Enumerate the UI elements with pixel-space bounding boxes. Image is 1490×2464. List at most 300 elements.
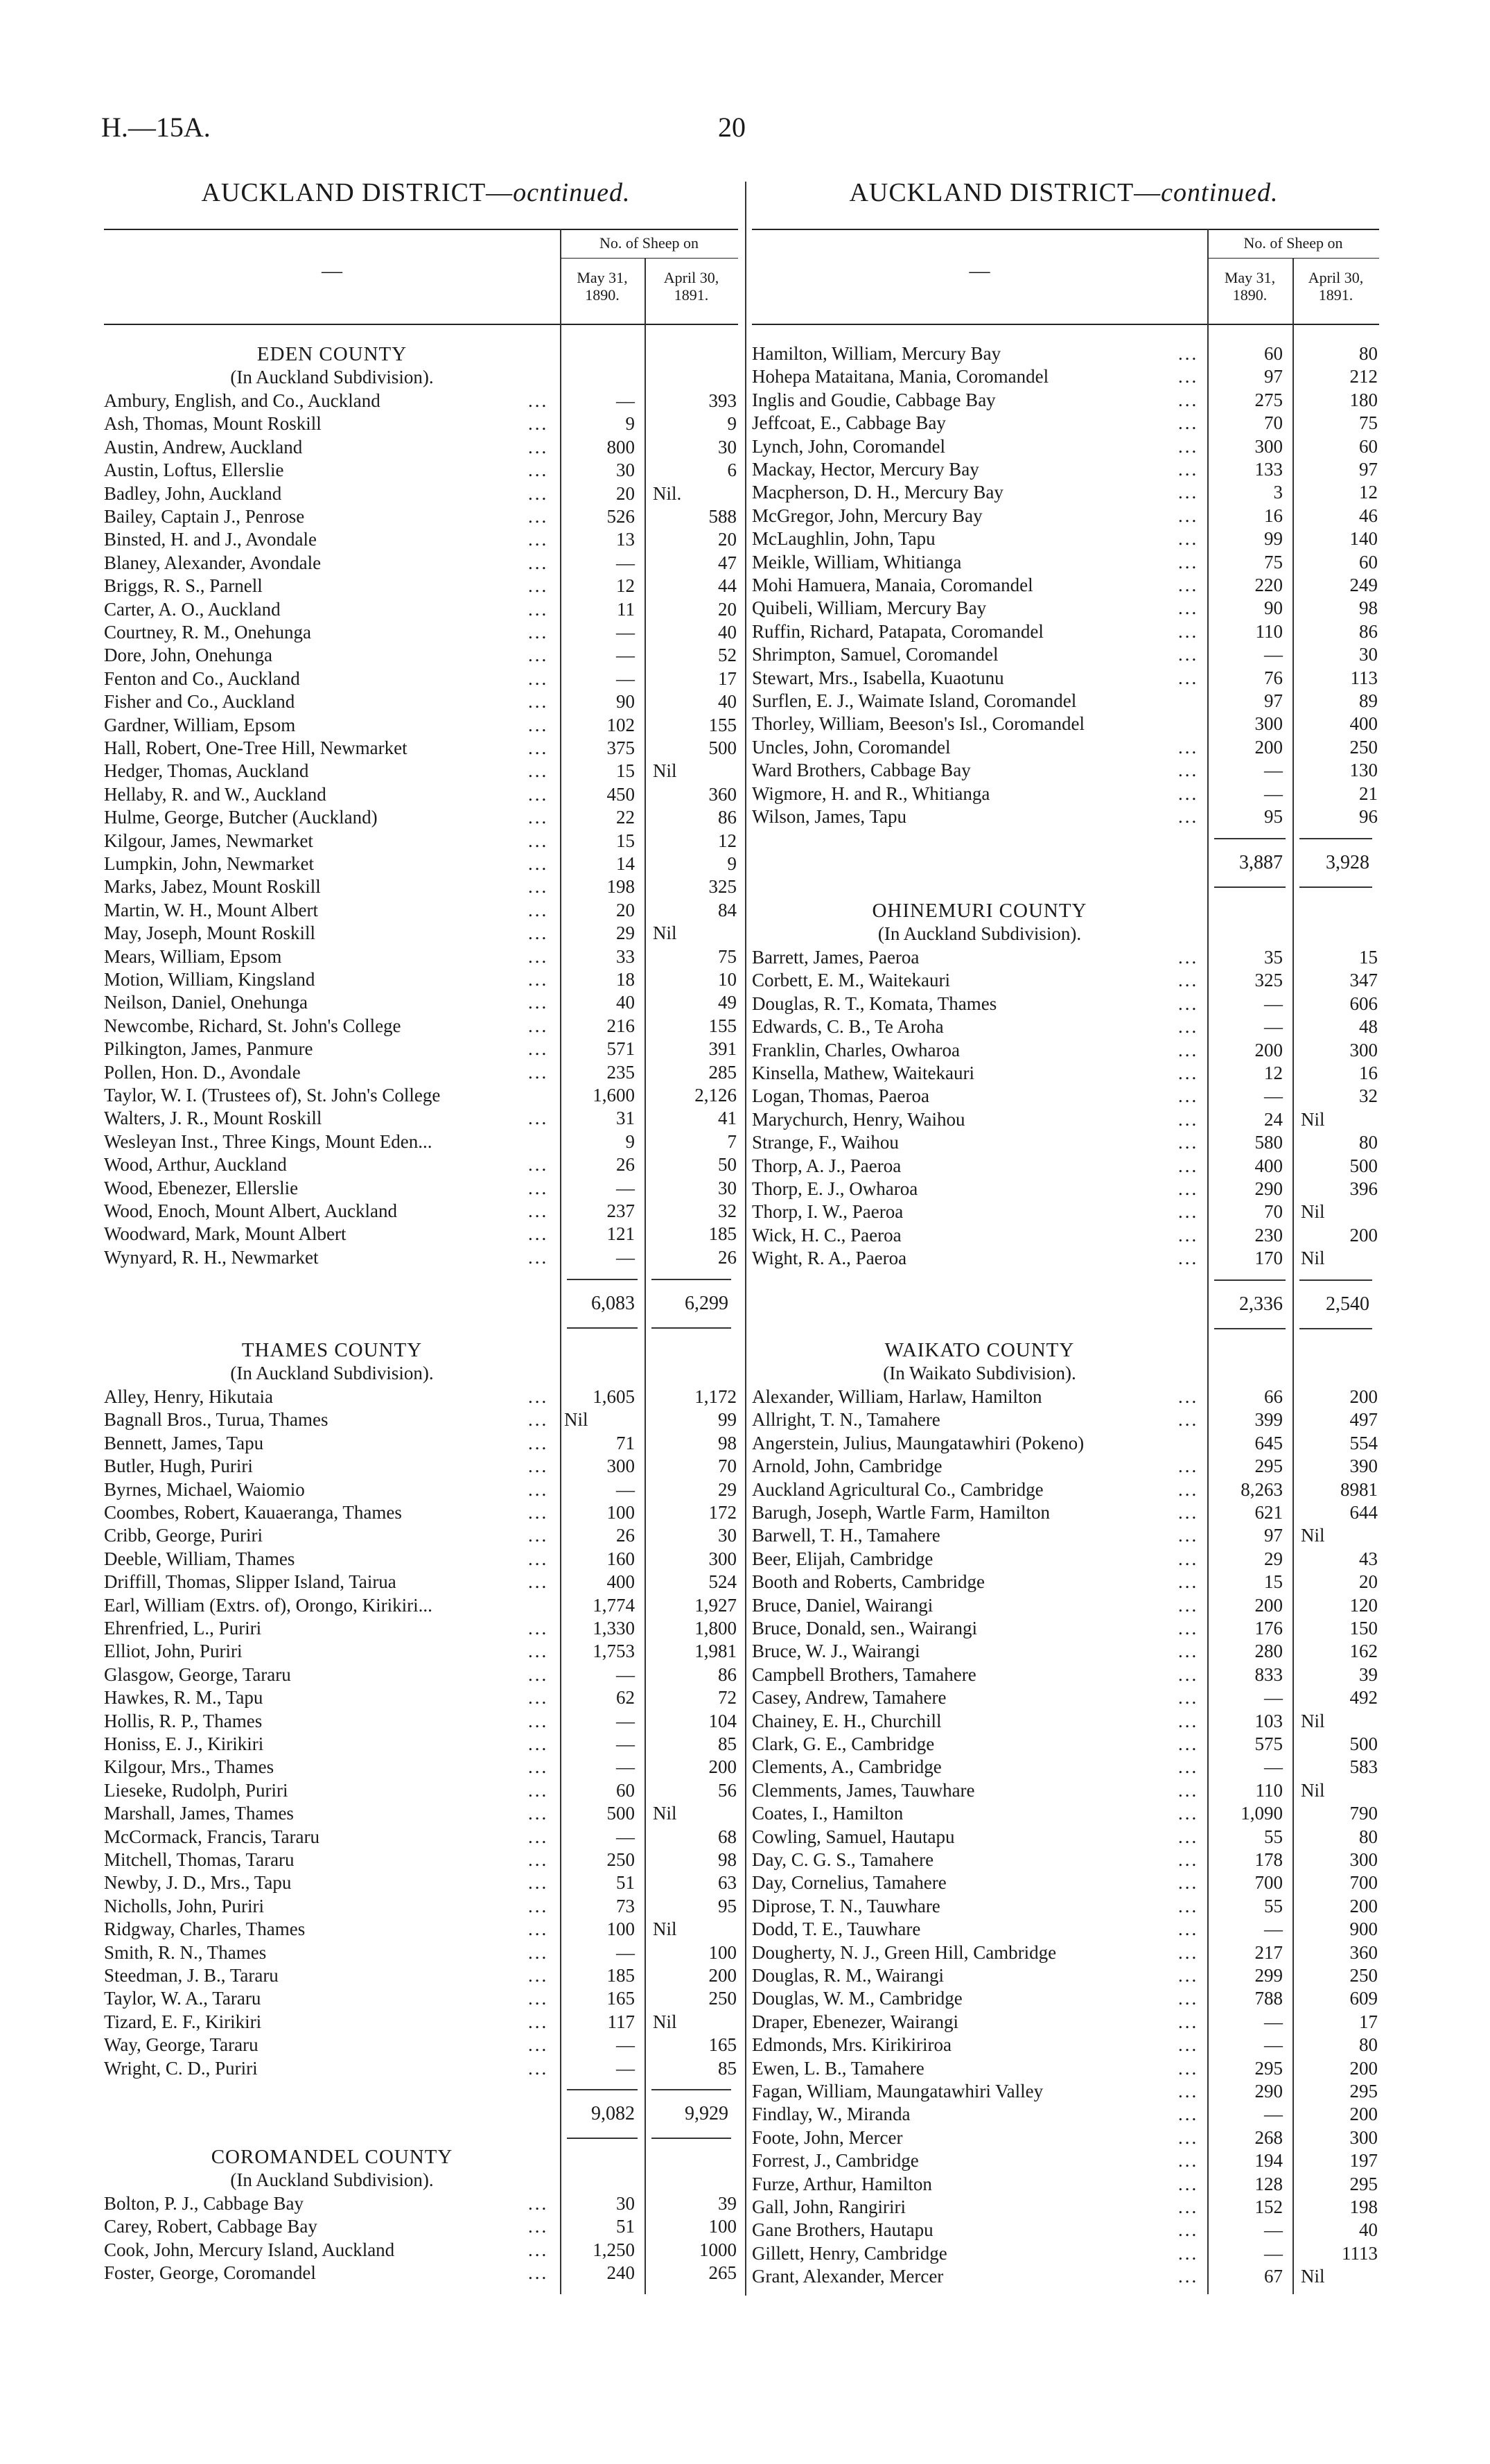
- sheep-may-1890: —: [1264, 2219, 1283, 2241]
- sheep-may-1890: —: [1264, 1756, 1283, 1778]
- dot-leader: [1178, 2126, 1198, 2149]
- holder-name: Gane Brothers, Hautapu: [752, 2219, 934, 2241]
- dot-leader: [1178, 2173, 1198, 2196]
- sheep-may-1890: 152: [1254, 2196, 1283, 2217]
- sheep-may-1890: 185: [606, 1965, 635, 1986]
- sheep-april-1891: 48: [1359, 1016, 1378, 1038]
- sheep-april-1891: Nil: [1301, 2266, 1325, 2287]
- sheep-april-1891: 44: [718, 575, 737, 597]
- table-row: [752, 1987, 1379, 2010]
- sheep-may-1890: 800: [606, 436, 635, 457]
- sheep-april-1891: 99: [718, 1409, 737, 1431]
- sheep-may-1890: 399: [1254, 1409, 1283, 1431]
- sheep-may-1890: 500: [606, 1803, 635, 1824]
- dot-leader: [1178, 1941, 1198, 1964]
- sheep-may-1890: 400: [1254, 1155, 1283, 1176]
- sheep-may-1890: —: [1264, 1687, 1283, 1709]
- holder-name: Douglas, R. M., Wairangi: [752, 1965, 945, 1986]
- sheep-april-1891: 98: [1359, 597, 1378, 619]
- sheep-may-1890: —: [1264, 2242, 1283, 2264]
- sheep-may-1890: 20: [616, 899, 635, 920]
- total-rule-above: [567, 2089, 638, 2090]
- sheep-may-1890: —: [616, 1710, 635, 1731]
- table-row: [752, 783, 1379, 805]
- dot-leader: [1178, 1524, 1198, 1547]
- sheep-april-1891: 360: [708, 783, 737, 805]
- sheep-may-1890: 170: [1254, 1248, 1283, 1269]
- dot-leader: [528, 875, 548, 898]
- sheep-april-1891: Nil: [1301, 1525, 1325, 1546]
- table-row: [752, 365, 1379, 388]
- holder-name: Foote, John, Mercer: [752, 2126, 903, 2148]
- table-row: [104, 1871, 738, 1894]
- holder-name: Ewen, L. B., Tamahere: [752, 2057, 924, 2079]
- total-rule-below: [1214, 886, 1286, 888]
- sheep-may-1890: 250: [606, 1849, 635, 1870]
- sheep-count-group-header: No. of Sheep on: [599, 234, 699, 252]
- sheep-april-1891: 72: [718, 1687, 737, 1709]
- april-1891-column-header: [1292, 269, 1379, 304]
- dot-leader: [528, 1849, 548, 1871]
- dot-leader: [1178, 1178, 1198, 1200]
- sheep-may-1890: 99: [1264, 528, 1283, 550]
- holder-name: Coates, I., Hamilton: [752, 1803, 904, 1824]
- table-row: [104, 2262, 738, 2284]
- holder-name: Gardner, William, Epsom: [104, 714, 296, 735]
- holder-name: McCormack, Francis, Tararu: [104, 1826, 320, 1847]
- table-row: [752, 1802, 1379, 1825]
- holder-name: Wick, H. C., Paeroa: [752, 1224, 902, 1246]
- holder-name: Marks, Jabez, Mount Roskill: [104, 876, 321, 898]
- dot-leader: [528, 830, 548, 853]
- sheep-april-1891: 32: [718, 1200, 737, 1221]
- dot-leader: [528, 390, 548, 412]
- dot-leader: [1178, 2034, 1198, 2056]
- holder-name: McGregor, John, Mercury Bay: [752, 505, 983, 526]
- sheep-may-1890: 1,774: [593, 1594, 635, 1616]
- sheep-may-1890: 110: [1255, 620, 1283, 642]
- table-row: [752, 1247, 1379, 1270]
- sheep-april-1891: 80: [1359, 1132, 1378, 1153]
- holder-name: Taylor, W. I. (Trustees of), St. John's College: [104, 1085, 441, 1106]
- sheep-april-1891: 391: [708, 1038, 737, 1060]
- dot-leader: [528, 2192, 548, 2215]
- table-row: [752, 1386, 1379, 1408]
- sheep-april-1891: 9: [727, 853, 737, 874]
- holder-name: Cowling, Samuel, Hautapu: [752, 1826, 955, 1847]
- sheep-april-1891: 10: [718, 969, 737, 990]
- sheep-may-1890: 178: [1254, 1849, 1283, 1870]
- dot-leader: [1178, 551, 1198, 574]
- sheep-april-1891: Nil: [1301, 1201, 1325, 1223]
- sheep-april-1891: 6: [727, 460, 737, 481]
- dot-leader: [1178, 643, 1198, 666]
- table-row: [752, 1617, 1379, 1640]
- sheep-april-1891: 39: [1359, 1663, 1378, 1685]
- sheep-may-1890: 220: [1254, 575, 1283, 595]
- holder-name: Wood, Ebenezer, Ellerslie: [104, 1177, 299, 1198]
- holder-name: Bruce, Daniel, Wairangi: [752, 1594, 934, 1616]
- table-row: [752, 597, 1379, 620]
- dot-leader: [1178, 1686, 1198, 1709]
- table-row: [752, 1964, 1379, 1987]
- dot-leader: [1178, 783, 1198, 805]
- table-row: [752, 412, 1379, 435]
- district-title-text: AUCKLAND DISTRICT—: [849, 178, 1162, 207]
- dot-leader: [528, 552, 548, 575]
- dot-leader: [528, 2057, 548, 2080]
- sheep-may-1890: 30: [616, 460, 635, 481]
- sheep-april-1891: 249: [1349, 575, 1378, 595]
- sheep-may-1890: 62: [616, 1687, 635, 1709]
- table-row: [752, 1895, 1379, 1918]
- holder-name: Lumpkin, John, Newmarket: [104, 853, 314, 874]
- sheep-may-1890: 15: [616, 830, 635, 851]
- holder-name: Wilson, James, Tapu: [752, 806, 907, 827]
- table-row: [104, 621, 738, 644]
- sheep-may-1890: 295: [1254, 1456, 1283, 1477]
- table-row: [752, 1200, 1379, 1223]
- table-row: [104, 1941, 738, 1964]
- sheep-april-1891: 43: [1359, 1548, 1378, 1569]
- sheep-april-1891: Nil: [653, 923, 677, 944]
- total-may-1890: 9,082: [591, 2103, 635, 2125]
- holder-name: Lieseke, Rudolph, Puriri: [104, 1779, 288, 1801]
- sheep-april-1891: Nil: [1301, 1248, 1325, 1269]
- total-rule-below: [1299, 1328, 1372, 1329]
- holder-name: Alley, Henry, Hikutaia: [104, 1386, 273, 1407]
- dot-leader: [528, 1015, 548, 1038]
- table-row: [104, 598, 738, 621]
- dot-leader: [1178, 805, 1198, 828]
- total-rule-below: [1299, 886, 1372, 888]
- dot-leader: [528, 1941, 548, 1964]
- sheep-april-1891: 155: [708, 1015, 737, 1036]
- sheep-may-1890: —: [616, 552, 635, 573]
- dot-leader: [528, 1038, 548, 1060]
- sheep-april-1891: 588: [708, 506, 737, 527]
- sheep-may-1890: 16: [1264, 505, 1283, 526]
- holder-name: Quibeli, William, Mercury Bay: [752, 597, 987, 619]
- table-row: [104, 1455, 738, 1478]
- sheep-april-1891: 200: [1349, 1224, 1378, 1246]
- holder-name: Ridgway, Charles, Thames: [104, 1919, 306, 1940]
- sheep-april-1891: 100: [708, 2216, 737, 2237]
- sheep-april-1891: 325: [708, 876, 737, 898]
- table-row: [752, 1108, 1379, 1131]
- sheep-april-1891: 393: [708, 390, 737, 411]
- sheep-may-1890: 1,605: [593, 1386, 635, 1407]
- sheep-april-1891: 185: [708, 1223, 737, 1245]
- sheep-may-1890: —: [616, 1826, 635, 1847]
- sheep-may-1890: —: [1264, 2034, 1283, 2056]
- holder-name: Deeble, William, Thames: [104, 1548, 295, 1569]
- sheep-may-1890: 217: [1254, 1941, 1283, 1963]
- sheep-april-1891: 86: [718, 807, 737, 828]
- dot-leader: [528, 1455, 548, 1478]
- total-rule-above: [651, 2089, 731, 2090]
- table-row: [104, 1918, 738, 1941]
- dot-leader: [528, 1686, 548, 1709]
- table-row: [104, 436, 738, 459]
- holder-name: Motion, William, Kingsland: [104, 969, 315, 990]
- sheep-april-1891: 583: [1349, 1756, 1378, 1778]
- holder-name: Corbett, E. M., Waitekauri: [752, 970, 951, 991]
- dot-leader: [528, 714, 548, 737]
- column-header-year: 1891.: [1318, 286, 1353, 304]
- sheep-april-1891: 7: [727, 1130, 737, 1152]
- sheep-may-1890: 15: [1264, 1571, 1283, 1593]
- dot-leader: [1178, 1062, 1198, 1085]
- table-row: [104, 390, 738, 412]
- dot-leader: [1178, 1085, 1198, 1108]
- holder-name: Courtney, R. M., Onehunga: [104, 622, 311, 643]
- dot-leader: [1178, 1200, 1198, 1223]
- total-april-1891: 3,928: [1326, 851, 1369, 873]
- holder-name: Marychurch, Henry, Waihou: [752, 1108, 965, 1130]
- sheep-april-1891: 89: [1359, 690, 1378, 711]
- sheep-april-1891: 285: [708, 1061, 737, 1083]
- dot-leader: [1178, 969, 1198, 992]
- sheep-april-1891: 12: [1359, 482, 1378, 503]
- sheep-april-1891: 85: [718, 2057, 737, 2079]
- sheep-april-1891: Nil: [653, 1803, 677, 1824]
- table-row: [104, 1594, 738, 1617]
- table-row: [752, 1524, 1379, 1547]
- holder-name: Neilson, Daniel, Onehunga: [104, 992, 308, 1013]
- table-row: [104, 1548, 738, 1571]
- table-row: [104, 1177, 738, 1200]
- sheep-april-1891: 100: [708, 1941, 737, 1963]
- total-april-1891: 9,929: [685, 2103, 728, 2125]
- sheep-april-1891: 98: [718, 1432, 737, 1453]
- table-row: [104, 1038, 738, 1060]
- table-row: [752, 458, 1379, 481]
- dot-leader: [528, 1061, 548, 1084]
- total-rule-below: [1214, 1328, 1286, 1329]
- sheep-april-1891: 40: [718, 691, 737, 713]
- holder-name: Bailey, Captain J., Penrose: [104, 506, 305, 527]
- table-row: [752, 2219, 1379, 2242]
- sheep-may-1890: 571: [606, 1038, 635, 1060]
- dot-leader: [1178, 1408, 1198, 1431]
- dot-leader: [528, 922, 548, 945]
- dot-leader: [1178, 1756, 1198, 1779]
- dot-leader: [528, 1710, 548, 1733]
- column-header-year: 1890.: [585, 286, 620, 304]
- table-row: [104, 1686, 738, 1709]
- table-row: [104, 482, 738, 505]
- district-title-continued: ocntinued.: [513, 178, 631, 207]
- sheep-april-1891: 29: [718, 1478, 737, 1500]
- sheep-april-1891: 85: [718, 1733, 737, 1754]
- sheep-april-1891: 56: [718, 1779, 737, 1801]
- holder-name: Forrest, J., Cambridge: [752, 2150, 919, 2172]
- sheep-may-1890: 235: [606, 1061, 635, 1083]
- dot-leader: [1178, 946, 1198, 969]
- holder-name: Wight, R. A., Paeroa: [752, 1248, 907, 1269]
- sheep-april-1891: 95: [718, 1895, 737, 1916]
- holder-name: Cribb, George, Puriri: [104, 1525, 263, 1546]
- sheep-april-1891: 60: [1359, 551, 1378, 573]
- dot-leader: [1178, 1015, 1198, 1038]
- dot-leader: [1178, 1571, 1198, 1593]
- holder-name: Bruce, Donald, sen., Wairangi: [752, 1618, 977, 1639]
- dot-leader: [528, 899, 548, 922]
- sheep-april-1891: 500: [708, 737, 737, 758]
- dot-leader: [1178, 1849, 1198, 1871]
- dot-leader: [528, 1524, 548, 1547]
- sheep-april-1891: 200: [1349, 2057, 1378, 2079]
- holder-name: Wood, Arthur, Auckland: [104, 1154, 287, 1176]
- holder-name: Day, Cornelius, Tamahere: [752, 1872, 947, 1894]
- table-row: [104, 1733, 738, 1756]
- sheep-may-1890: 200: [1254, 736, 1283, 758]
- table-row: [752, 505, 1379, 527]
- dot-leader: [1178, 1710, 1198, 1733]
- holder-name: Surflen, E. J., Waimate Island, Coromandel: [752, 690, 1077, 711]
- holder-name: Hollis, R. P., Thames: [104, 1710, 263, 1731]
- table-row: [752, 1663, 1379, 1686]
- holder-name: Butler, Hugh, Puriri: [104, 1456, 253, 1477]
- dot-leader: [1178, 620, 1198, 643]
- sheep-april-1891: 50: [718, 1154, 737, 1176]
- sheep-may-1890: 14: [616, 853, 635, 874]
- holder-name: Douglas, W. M., Cambridge: [752, 1988, 963, 2009]
- holder-name: Draper, Ebenezer, Wairangi: [752, 2011, 959, 2032]
- sheep-april-1891: 150: [1349, 1618, 1378, 1639]
- table-row: [752, 1779, 1379, 1802]
- holder-name: Fisher and Co., Auckland: [104, 691, 295, 713]
- sheep-april-1891: 30: [718, 1177, 737, 1198]
- holder-name: Edmonds, Mrs. Kirikiriroa: [752, 2034, 952, 2056]
- sheep-april-1891: Nil: [1301, 1710, 1325, 1731]
- county-subtitle: (In Waikato Subdivision).: [883, 1362, 1076, 1383]
- sheep-april-1891: 396: [1349, 1178, 1378, 1199]
- dot-leader: [1178, 1826, 1198, 1849]
- sheep-april-1891: 120: [1349, 1594, 1378, 1616]
- sheep-april-1891: 46: [1359, 505, 1378, 526]
- table-row: [104, 575, 738, 597]
- sheep-april-1891: 200: [708, 1965, 737, 1986]
- sheep-may-1890: 198: [606, 876, 635, 898]
- holder-name: Dougherty, N. J., Green Hill, Cambridge: [752, 1941, 1057, 1963]
- table-row: [104, 412, 738, 435]
- holder-name: Newby, J. D., Mrs., Tapu: [104, 1872, 292, 1894]
- table-row: [752, 1178, 1379, 1200]
- sheep-may-1890: Nil: [564, 1409, 588, 1431]
- sheep-may-1890: 160: [606, 1548, 635, 1569]
- sheep-april-1891: 609: [1349, 1988, 1378, 2009]
- district-title-text: AUCKLAND DISTRICT—: [201, 178, 514, 207]
- dot-leader: [528, 853, 548, 875]
- dot-leader: [1178, 505, 1198, 527]
- dot-leader: [528, 1733, 548, 1756]
- sheep-may-1890: 76: [1264, 667, 1283, 688]
- dot-leader: [528, 690, 548, 713]
- sheep-april-1891: 250: [1349, 1965, 1378, 1986]
- dot-leader: [1178, 2080, 1198, 2103]
- name-column-header: —: [969, 259, 990, 282]
- dot-leader: [1178, 1455, 1198, 1478]
- sheep-april-1891: 497: [1349, 1409, 1378, 1431]
- table-row: [752, 969, 1379, 992]
- table-row: [752, 481, 1379, 504]
- dot-leader: [528, 1871, 548, 1894]
- sheep-april-1891: 1,927: [694, 1594, 737, 1616]
- holder-name: Austin, Andrew, Auckland: [104, 436, 303, 457]
- sheep-april-1891: 250: [708, 1988, 737, 2009]
- dot-leader: [1178, 458, 1198, 481]
- holder-name: Nicholls, John, Puriri: [104, 1895, 265, 1916]
- sheep-april-1891: 96: [1359, 806, 1378, 827]
- dot-leader: [528, 459, 548, 482]
- table-row: [752, 713, 1379, 735]
- sheep-april-1891: 49: [718, 992, 737, 1013]
- holder-name: Binsted, H. and J., Avondale: [104, 529, 317, 550]
- sheep-may-1890: —: [616, 667, 635, 689]
- dot-leader: [528, 2262, 548, 2284]
- sheep-count-group-header: No. of Sheep on: [1243, 234, 1343, 252]
- dot-leader: [528, 1802, 548, 1825]
- dot-leader: [1178, 993, 1198, 1015]
- sheep-may-1890: 40: [616, 992, 635, 1013]
- table-row: [752, 2103, 1379, 2126]
- table-row: [104, 1779, 738, 1802]
- total-may-1890: 3,887: [1239, 851, 1283, 873]
- dot-leader: [1178, 2242, 1198, 2265]
- table-row: [104, 1223, 738, 1246]
- dot-leader: [1178, 1895, 1198, 1918]
- sheep-may-1890: 237: [606, 1200, 635, 1221]
- table-row: [752, 1686, 1379, 1709]
- sheep-april-1891: 86: [718, 1663, 737, 1685]
- sheep-may-1890: 788: [1254, 1988, 1283, 2009]
- dot-leader: [528, 737, 548, 760]
- holder-name: Barrett, James, Paeroa: [752, 947, 920, 968]
- holder-name: Thorley, William, Beeson's Isl., Coromandel: [752, 713, 1085, 735]
- sheep-april-1891: 500: [1349, 1733, 1378, 1754]
- table-row: [104, 1432, 738, 1455]
- dot-leader: [1178, 1779, 1198, 1802]
- holder-name: Bagnall Bros., Turua, Thames: [104, 1409, 328, 1431]
- holder-name: Hedger, Thomas, Auckland: [104, 760, 309, 782]
- holder-name: Marshall, James, Thames: [104, 1803, 294, 1824]
- table-row: [104, 1084, 738, 1107]
- holder-name: Shrimpton, Samuel, Coromandel: [752, 644, 999, 665]
- sheep-april-1891: 1,981: [694, 1641, 737, 1662]
- table-row: [752, 690, 1379, 713]
- sheep-april-1891: 86: [1359, 620, 1378, 642]
- holder-name: Martin, W. H., Mount Albert: [104, 899, 318, 920]
- sheep-april-1891: 197: [1349, 2150, 1378, 2172]
- sheep-may-1890: 450: [606, 783, 635, 805]
- holder-name: Auckland Agricultural Co., Cambridge: [752, 1478, 1044, 1500]
- sheep-may-1890: 103: [1254, 1710, 1283, 1731]
- holder-name: Allright, T. N., Tamahere: [752, 1409, 940, 1431]
- table-row: [752, 667, 1379, 690]
- sheep-may-1890: 194: [1254, 2150, 1283, 2172]
- sheep-may-1890: 35: [1264, 947, 1283, 968]
- sheep-may-1890: 121: [606, 1223, 635, 1245]
- sheep-april-1891: 644: [1349, 1502, 1378, 1523]
- sheep-april-1891: 200: [1349, 2104, 1378, 2125]
- sheep-may-1890: —: [616, 622, 635, 643]
- sheep-may-1890: 100: [606, 1919, 635, 1940]
- table-row: [752, 1571, 1379, 1593]
- sheep-may-1890: —: [1264, 644, 1283, 665]
- table-row: [752, 389, 1379, 412]
